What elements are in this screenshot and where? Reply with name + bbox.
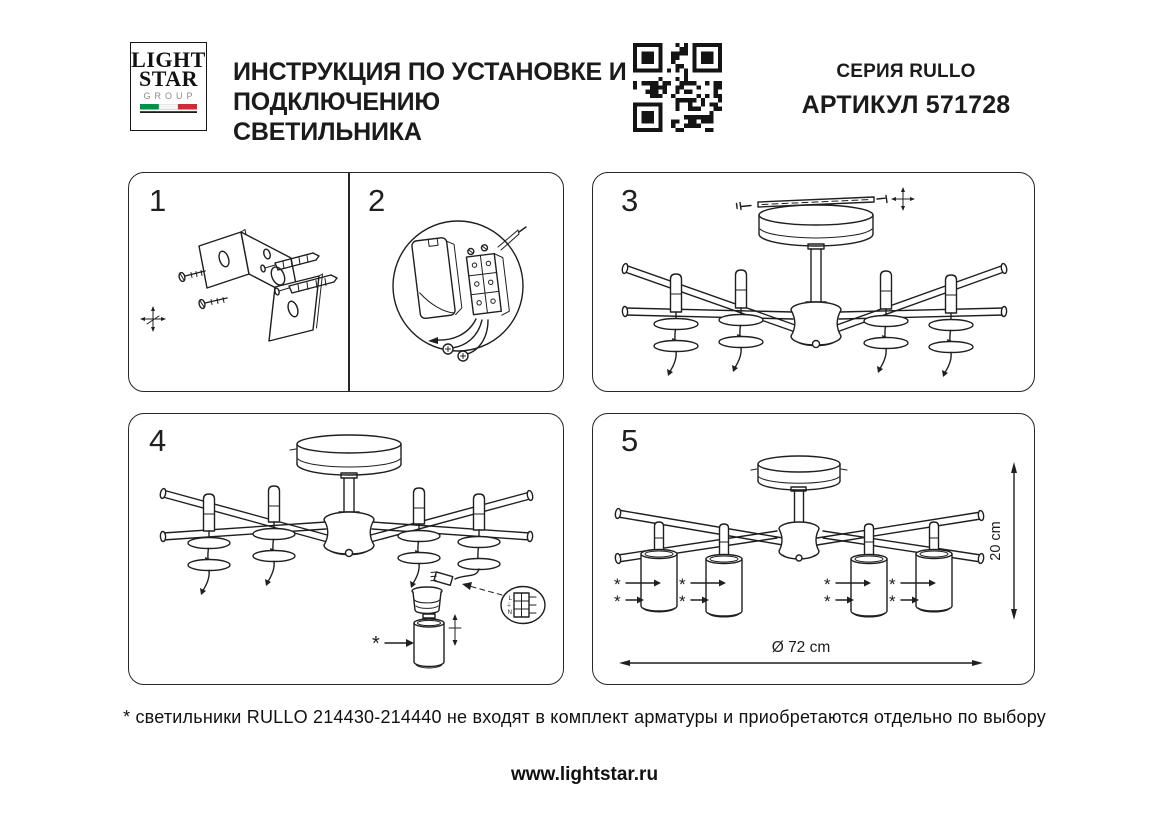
article-label: АРТИКУЛ 571728 [801,91,1011,119]
asterisk-mark: * [372,633,380,655]
stem [789,487,808,523]
italy-flag [140,104,197,114]
bracket-drawing [129,173,348,391]
shade-pointer [372,633,414,655]
asterisk-mark: * [824,575,831,594]
terminal-block-icon [465,243,510,319]
lamp-socket-4 [929,275,973,377]
page-title-line2: ПОДКЛЮЧЕНИЮ СВЕТИЛЬНИКА [233,88,440,146]
central-hub [779,522,819,561]
shade-adapter [412,587,442,618]
step-number-1: 1 [149,183,167,218]
cover-plate [411,236,462,319]
lamp-socket-2 [253,486,295,586]
shade-2 [706,524,742,617]
series-label: СЕРИЯ RULLO [836,61,976,82]
screw-left-1 [178,271,205,283]
chandelier-assembly-drawing [129,414,562,683]
logo-word-light: LIGHT [131,47,206,72]
asterisk-mark: * [824,592,831,611]
wiring-label-line: L [508,596,512,602]
chandelier-final-drawing [593,414,1033,683]
shade-4 [916,522,952,612]
lamp-socket-4 [458,494,500,570]
logo-word-star: STAR [138,66,199,91]
product-info [775,61,1037,120]
step-number-3: 3 [621,183,639,218]
height-dimension [988,462,1017,620]
stem [806,244,826,302]
central-hub [324,512,374,557]
asterisk-mark: * [679,575,686,594]
screw-adjust-icon [140,306,166,332]
screw-adjust-icon [891,187,915,211]
lamp-socket-2 [719,270,763,372]
step-number-2: 2 [368,183,386,218]
asterisk-mark: * [614,592,621,611]
wiring-detail-drawing [348,173,564,391]
lamp-shade [414,619,444,668]
asterisk-mark: * [614,575,621,594]
width-dimension-label: Ø 72 cm [771,639,831,656]
website-text: www.lightstar.ru [510,764,659,785]
page-title [233,57,633,147]
panel-step-4 [128,413,564,685]
lamp-socket-3 [398,488,440,588]
asterisk-mark: * [889,592,896,611]
ceiling-canopy [751,456,847,490]
asterisk-mark: * [679,592,686,611]
page-title-line1: ИНСТРУКЦИЯ ПО УСТАНОВКЕ И [233,58,627,86]
move-arrows-icon [449,614,461,646]
central-hub [791,302,841,348]
detail-circle [393,221,523,351]
panel-step-5 [592,413,1035,685]
screw-left-2 [198,298,227,310]
stem [339,473,359,512]
mounting-bracket [199,230,323,342]
logo-word-group: GROUP [143,91,197,101]
step-number-4: 4 [149,423,167,458]
lightstar-logo [130,42,207,131]
shade-1 [641,522,677,612]
panel-step-3 [592,172,1035,392]
panel-step-1-2 [128,172,564,392]
lamp-socket-3 [864,271,908,373]
wiring-label-earth: ⏚ [505,603,512,609]
wiring-label-neutral: N [507,610,512,616]
ceiling-canopy [759,205,873,246]
step-number-5: 5 [621,423,639,458]
width-dimension [619,639,983,666]
qr-code [633,42,722,133]
chandelier-frame-drawing [593,173,1033,390]
ceiling-canopy [290,435,401,475]
lamp-socket-1 [188,494,230,595]
asterisk-mark: * [889,575,896,594]
footnote: * светильники RULLO 214430-214440 не входят в комплект арматуры и приобретаются отдельно по выбору [123,707,1046,727]
shade-3 [851,524,887,617]
height-dimension-label: 20 cm [988,521,1004,561]
terminal-detail-callout [462,582,545,624]
wires [428,319,488,361]
lamp-socket-1 [654,274,698,376]
